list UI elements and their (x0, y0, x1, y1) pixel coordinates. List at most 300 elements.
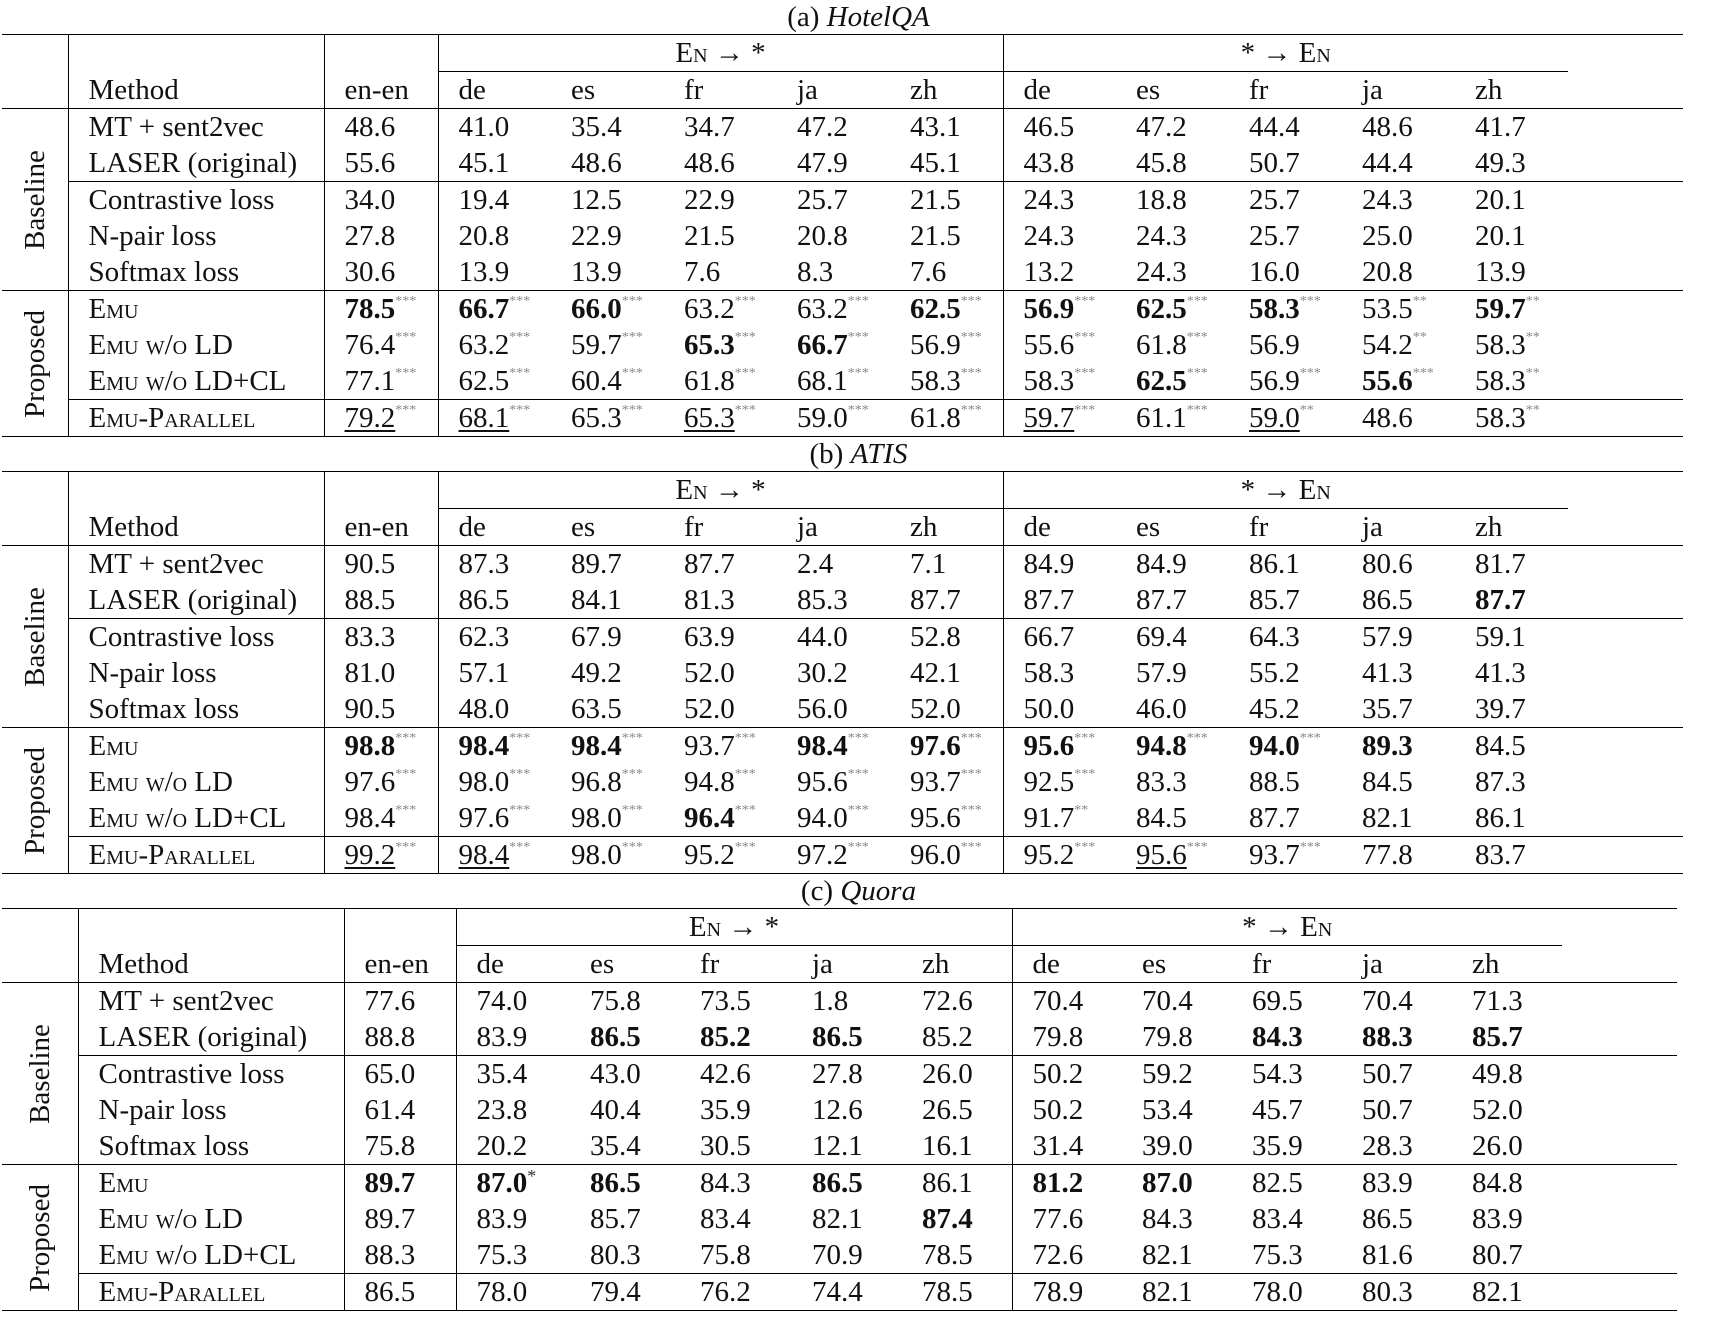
score-cell (1342, 363, 1455, 400)
significance-marker: *** (1412, 366, 1434, 381)
score-cell (324, 400, 438, 437)
score-cell (344, 1092, 456, 1128)
score-value: 24.3 (1136, 256, 1187, 288)
score-value: 34.7 (684, 111, 735, 143)
score-cell (1003, 691, 1116, 728)
score-cell (1455, 327, 1568, 363)
score-value: 24.3 (1136, 220, 1187, 252)
score-value: 49.8 (1472, 1058, 1523, 1090)
score-cell (1003, 109, 1116, 146)
score-cell (664, 109, 777, 146)
score-cell (1452, 1274, 1562, 1311)
score-value: 48.6 (684, 147, 735, 179)
score-cell (438, 254, 551, 291)
score-cell (324, 291, 438, 328)
score-cell (777, 182, 890, 219)
table-row (2, 291, 1683, 328)
score-value: 81.6 (1362, 1239, 1413, 1271)
score-value: 16.0 (1249, 256, 1300, 288)
score-value: 94.0 (797, 802, 848, 834)
score-cell (438, 327, 551, 363)
score-value: 96.0 (910, 839, 961, 871)
lang-header: zh (1452, 946, 1562, 983)
score-value: 70.4 (1362, 985, 1413, 1017)
score-cell (890, 400, 1003, 437)
score-value: 56.9 (1249, 329, 1300, 361)
table-row (2, 655, 1683, 691)
score-cell (1452, 1056, 1562, 1093)
score-value: 49.2 (571, 657, 622, 689)
score-value: 28.3 (1362, 1130, 1413, 1162)
score-value: 26.5 (922, 1094, 973, 1126)
score-cell (438, 728, 551, 765)
score-value: 76.2 (700, 1276, 751, 1308)
column-header-row (2, 72, 1683, 109)
score-value: 90.5 (344, 693, 396, 725)
score-value: 86.5 (1362, 584, 1413, 616)
score-value: 25.0 (1362, 220, 1413, 252)
score-cell (1342, 837, 1455, 874)
score-value: 91.7 (1023, 802, 1075, 834)
score-value: 21.5 (910, 220, 961, 252)
table-row (2, 837, 1683, 874)
score-value: 82.1 (1142, 1276, 1193, 1308)
score-value: 86.5 (590, 1167, 641, 1199)
significance-marker: *** (509, 330, 531, 345)
score-cell (777, 655, 890, 691)
score-value: 98.4 (458, 730, 510, 762)
score-cell (1116, 291, 1229, 328)
score-value: 55.6 (1023, 329, 1075, 361)
score-cell (1342, 254, 1455, 291)
table-row (2, 1165, 1677, 1202)
score-cell (664, 655, 777, 691)
score-cell (570, 1201, 680, 1237)
score-value: 79.8 (1032, 1021, 1084, 1053)
score-value: 19.4 (458, 184, 510, 216)
score-value: 86.5 (458, 584, 510, 616)
score-value: 45.7 (1252, 1094, 1303, 1126)
score-value: 77.6 (364, 985, 416, 1017)
score-cell (1003, 400, 1116, 437)
score-value: 99.2 (344, 839, 396, 871)
score-cell (664, 764, 777, 800)
score-value: 20.1 (1475, 220, 1526, 252)
score-cell (324, 728, 438, 765)
score-cell (438, 145, 551, 182)
score-cell (438, 109, 551, 146)
score-value: 75.8 (700, 1239, 751, 1271)
significance-marker: *** (847, 294, 869, 309)
score-value: 86.5 (590, 1021, 641, 1053)
score-value: 48.6 (1362, 402, 1413, 434)
score-cell (438, 655, 551, 691)
score-value: 78.0 (1252, 1276, 1303, 1308)
score-value: 50.0 (1023, 693, 1075, 725)
significance-marker: *** (621, 731, 643, 746)
score-value: 93.7 (910, 766, 961, 798)
score-cell (664, 800, 777, 837)
score-cell (1455, 363, 1568, 400)
score-cell (792, 1237, 902, 1274)
significance-marker: *** (1299, 840, 1321, 855)
score-value: 13.9 (1475, 256, 1526, 288)
significance-marker: *** (509, 767, 531, 782)
significance-marker: *** (734, 330, 756, 345)
significance-marker: *** (960, 366, 982, 381)
score-value: 84.1 (571, 584, 622, 616)
score-value: 89.7 (571, 548, 622, 580)
score-cell (792, 1274, 902, 1311)
lang-header: ja (1342, 946, 1452, 983)
column-header-row (2, 509, 1683, 546)
group-label-text: Proposed (18, 309, 51, 418)
significance-marker: *** (621, 294, 643, 309)
score-cell (1342, 1019, 1452, 1056)
method-name: N-pair loss (68, 218, 324, 254)
score-cell (680, 1056, 792, 1093)
score-cell (1229, 400, 1342, 437)
significance-marker: *** (1186, 294, 1208, 309)
significance-marker: *** (1074, 731, 1096, 746)
significance-marker: * (527, 1166, 537, 1186)
score-cell (456, 1201, 570, 1237)
group-en-to-any: En → * (438, 472, 1003, 509)
score-cell (1342, 291, 1455, 328)
score-value: 89.7 (364, 1167, 416, 1199)
score-value: 49.3 (1475, 147, 1526, 179)
lang-header: fr (664, 72, 777, 109)
table-row (2, 109, 1683, 146)
score-cell (1116, 363, 1229, 400)
significance-marker: *** (1186, 731, 1208, 746)
score-value: 93.7 (684, 730, 735, 762)
score-value: 87.0 (476, 1167, 528, 1199)
score-value: 78.0 (476, 1276, 528, 1308)
significance-marker: *** (395, 403, 417, 418)
score-cell (1455, 764, 1568, 800)
score-cell (1342, 800, 1455, 837)
score-value: 34.0 (344, 184, 396, 216)
score-value: 62.5 (910, 293, 961, 325)
significance-marker: *** (847, 731, 869, 746)
group-en-to-any: En → * (456, 909, 1012, 946)
significance-marker: *** (1186, 403, 1208, 418)
score-cell (1455, 254, 1568, 291)
score-cell (777, 800, 890, 837)
score-value: 13.9 (458, 256, 510, 288)
significance-marker: *** (395, 366, 417, 381)
score-cell (664, 546, 777, 583)
score-value: 8.3 (797, 256, 834, 288)
table-row (2, 1092, 1677, 1128)
score-value: 61.8 (910, 402, 961, 434)
score-value: 87.3 (458, 548, 510, 580)
score-value: 70.9 (812, 1239, 863, 1271)
score-value: 76.4 (344, 329, 396, 361)
score-cell (1229, 728, 1342, 765)
score-value: 84.9 (1136, 548, 1187, 580)
score-value: 66.7 (1023, 621, 1075, 653)
score-value: 35.4 (590, 1130, 641, 1162)
score-cell (1116, 619, 1229, 656)
empty-cell (68, 35, 324, 72)
score-value: 97.6 (344, 766, 396, 798)
score-cell (570, 1237, 680, 1274)
method-name: Emu w/o LD (78, 1201, 344, 1237)
score-cell (1452, 983, 1562, 1020)
score-cell (1116, 800, 1229, 837)
score-value: 85.2 (700, 1021, 751, 1053)
significance-marker: *** (395, 840, 417, 855)
score-value: 59.7 (1475, 293, 1526, 325)
score-cell (902, 1274, 1012, 1311)
group-any-to-en: * → En (1003, 35, 1568, 72)
score-value: 53.5 (1362, 293, 1413, 325)
score-value: 65.0 (364, 1058, 416, 1090)
score-cell (344, 1165, 456, 1202)
score-value: 46.5 (1023, 111, 1075, 143)
score-cell (1455, 145, 1568, 182)
score-value: 52.0 (684, 693, 735, 725)
score-value: 83.7 (1475, 839, 1526, 871)
score-cell (1003, 218, 1116, 254)
score-value: 59.7 (571, 329, 622, 361)
score-cell (1116, 691, 1229, 728)
score-cell (456, 1128, 570, 1165)
score-value: 61.8 (684, 365, 735, 397)
score-value: 41.7 (1475, 111, 1526, 143)
score-value: 61.4 (364, 1094, 416, 1126)
score-value: 45.2 (1249, 693, 1300, 725)
score-cell (1452, 1237, 1562, 1274)
lang-header: ja (1342, 72, 1455, 109)
score-cell (551, 400, 664, 437)
score-cell (1003, 800, 1116, 837)
score-value: 87.4 (922, 1203, 973, 1235)
score-cell (1116, 182, 1229, 219)
score-cell (792, 1019, 902, 1056)
caption-label: (b) (809, 438, 844, 470)
score-cell (1012, 1237, 1122, 1274)
score-cell (777, 145, 890, 182)
score-cell (1116, 400, 1229, 437)
score-value: 86.5 (1362, 1203, 1413, 1235)
score-cell (664, 691, 777, 728)
score-cell (777, 728, 890, 765)
score-value: 59.2 (1142, 1058, 1193, 1090)
score-cell (1342, 182, 1455, 219)
score-value: 73.5 (700, 985, 751, 1017)
table-row (2, 546, 1683, 583)
score-value: 97.6 (910, 730, 961, 762)
score-cell (1229, 291, 1342, 328)
score-value: 77.8 (1362, 839, 1413, 871)
lang-header: fr (1232, 946, 1342, 983)
lang-header: es (570, 946, 680, 983)
significance-marker: *** (1299, 731, 1321, 746)
score-value: 42.6 (700, 1058, 751, 1090)
score-value: 24.3 (1362, 184, 1413, 216)
score-value: 47.2 (1136, 111, 1187, 143)
score-cell (324, 764, 438, 800)
score-value: 81.3 (684, 584, 735, 616)
score-value: 84.9 (1023, 548, 1075, 580)
table-caption (0, 874, 1717, 908)
score-value: 85.7 (1472, 1021, 1523, 1053)
score-value: 83.9 (1472, 1203, 1523, 1235)
score-value: 69.4 (1136, 621, 1187, 653)
score-value: 31.4 (1032, 1130, 1084, 1162)
group-label-text: Proposed (23, 1183, 56, 1292)
score-value: 88.5 (1249, 766, 1300, 798)
score-cell (1116, 728, 1229, 765)
score-value: 62.5 (1136, 293, 1187, 325)
score-cell (1229, 145, 1342, 182)
score-cell (1003, 546, 1116, 583)
score-cell (1012, 1128, 1122, 1165)
score-cell (1452, 1165, 1562, 1202)
score-value: 59.0 (1249, 402, 1300, 434)
significance-marker: *** (734, 803, 756, 818)
score-value: 79.4 (590, 1276, 641, 1308)
score-value: 66.7 (797, 329, 848, 361)
score-cell (680, 1128, 792, 1165)
score-value: 63.9 (684, 621, 735, 653)
score-value: 98.0 (458, 766, 510, 798)
score-value: 74.4 (812, 1276, 863, 1308)
score-value: 95.6 (1023, 730, 1075, 762)
score-cell (1452, 1019, 1562, 1056)
score-cell (1003, 837, 1116, 874)
lang-header: de (1012, 946, 1122, 983)
score-cell (1122, 1056, 1232, 1093)
score-value: 65.3 (571, 402, 622, 434)
score-value: 54.2 (1362, 329, 1413, 361)
lang-header: fr (1229, 72, 1342, 109)
lang-header: de (456, 946, 570, 983)
results-table (2, 34, 1683, 437)
method-name: MT + sent2vec (68, 109, 324, 146)
significance-marker: *** (960, 767, 982, 782)
score-value: 1.8 (812, 985, 849, 1017)
score-value: 80.6 (1362, 548, 1413, 580)
score-cell (551, 619, 664, 656)
score-cell (1232, 1092, 1342, 1128)
significance-marker: *** (1074, 840, 1096, 855)
score-value: 62.3 (458, 621, 510, 653)
table-row (2, 1201, 1677, 1237)
score-cell (1003, 145, 1116, 182)
lang-header: es (551, 509, 664, 546)
score-cell (890, 837, 1003, 874)
score-value: 80.3 (1362, 1276, 1413, 1308)
score-cell (1229, 182, 1342, 219)
score-cell (438, 182, 551, 219)
score-value: 87.7 (910, 584, 961, 616)
score-value: 30.6 (344, 256, 396, 288)
score-value: 7.1 (910, 548, 947, 580)
score-cell (890, 728, 1003, 765)
score-value: 83.9 (1362, 1167, 1413, 1199)
score-cell (680, 1165, 792, 1202)
significance-marker: *** (960, 803, 982, 818)
score-cell (664, 291, 777, 328)
caption-dataset-name: ATIS (850, 438, 908, 470)
score-value: 87.7 (684, 548, 735, 580)
score-value: 77.1 (344, 365, 396, 397)
score-cell (777, 327, 890, 363)
caption-dataset-name: Quora (840, 875, 917, 907)
score-value: 45.8 (1136, 147, 1187, 179)
significance-marker: ** (1525, 366, 1540, 381)
score-value: 86.5 (364, 1276, 416, 1308)
lang-header: ja (1342, 509, 1455, 546)
method-name: Emu (78, 1165, 344, 1202)
score-value: 12.1 (812, 1130, 863, 1162)
score-cell (570, 1056, 680, 1093)
score-value: 26.0 (1472, 1130, 1523, 1162)
group-header-row (2, 35, 1683, 72)
score-value: 50.2 (1032, 1094, 1084, 1126)
lang-header: ja (792, 946, 902, 983)
caption-dataset-name: HotelQA (826, 1, 930, 33)
score-cell (777, 254, 890, 291)
score-cell (1342, 1092, 1452, 1128)
score-cell (664, 327, 777, 363)
score-cell (1232, 1019, 1342, 1056)
score-value: 98.8 (344, 730, 396, 762)
score-value: 94.8 (684, 766, 735, 798)
empty-cell (2, 72, 68, 109)
score-value: 75.8 (364, 1130, 416, 1162)
score-cell (890, 800, 1003, 837)
score-value: 87.7 (1136, 584, 1187, 616)
score-value: 95.6 (1136, 839, 1187, 871)
significance-marker: *** (1074, 403, 1096, 418)
score-value: 24.3 (1023, 184, 1075, 216)
score-value: 96.8 (571, 766, 622, 798)
significance-marker: *** (1186, 366, 1208, 381)
lang-header: zh (890, 72, 1003, 109)
table-row (2, 254, 1683, 291)
score-value: 98.4 (458, 839, 510, 871)
score-cell (570, 1165, 680, 1202)
lang-header: ja (777, 72, 890, 109)
table-row (2, 327, 1683, 363)
score-cell (1342, 764, 1455, 800)
score-cell (1342, 1056, 1452, 1093)
score-cell (1455, 400, 1568, 437)
score-value: 53.4 (1142, 1094, 1193, 1126)
score-cell (777, 363, 890, 400)
score-value: 52.0 (684, 657, 735, 689)
significance-marker: *** (960, 840, 982, 855)
score-value: 81.2 (1032, 1167, 1084, 1199)
table-row (2, 1237, 1677, 1274)
score-cell (456, 1019, 570, 1056)
score-cell (890, 691, 1003, 728)
score-cell (1342, 109, 1455, 146)
score-cell (1116, 109, 1229, 146)
score-cell (324, 800, 438, 837)
method-name: LASER (original) (68, 145, 324, 182)
score-cell (777, 400, 890, 437)
score-value: 70.4 (1032, 985, 1084, 1017)
score-value: 98.0 (571, 839, 622, 871)
method-name: Emu (68, 291, 324, 328)
score-value: 45.1 (910, 147, 961, 179)
